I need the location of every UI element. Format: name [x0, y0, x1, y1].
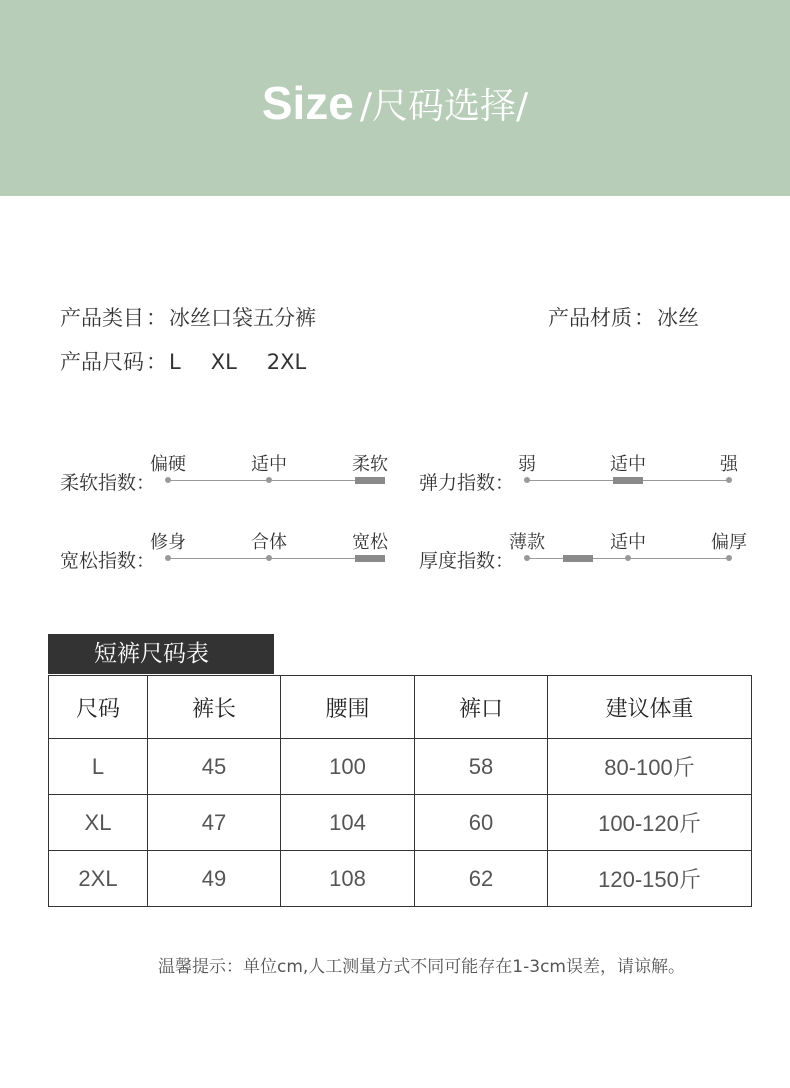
rating-option: 弱	[518, 454, 536, 475]
cell-weight: 100-120斤	[548, 795, 752, 851]
rating-dot	[266, 477, 272, 483]
cell-waist: 100	[281, 739, 415, 795]
rating-looseness	[60, 530, 388, 590]
header-length: 裤长	[148, 676, 281, 739]
table-header-row	[49, 676, 752, 739]
product-category	[60, 302, 316, 332]
colon: ：	[146, 350, 167, 374]
cell-weight: 80-100斤	[548, 739, 752, 795]
material-label: 产品材质	[548, 306, 632, 330]
rating-option: 修身	[150, 532, 186, 553]
size-option: XL	[210, 350, 237, 374]
cell-size: 2XL	[49, 851, 148, 907]
rating-thickness	[419, 530, 747, 590]
rating-label: 厚度指数：	[419, 550, 515, 572]
rating-indicator	[355, 477, 385, 484]
material-value: 冰丝	[657, 306, 699, 330]
size-option: 2XL	[266, 350, 307, 374]
banner-title-cn: /尺码选择/	[359, 85, 529, 127]
rating-dot	[726, 555, 732, 561]
rating-option: 适中	[610, 532, 646, 553]
rating-indicator	[563, 555, 593, 562]
header-hem: 裤口	[415, 676, 548, 739]
category-label: 产品类目	[60, 306, 144, 330]
rating-dot	[625, 555, 631, 561]
size-table	[48, 675, 752, 907]
banner-title-en: Size	[261, 77, 354, 129]
size-option: L	[169, 350, 181, 374]
rating-label: 宽松指数：	[60, 550, 156, 572]
header-waist: 腰围	[281, 676, 415, 739]
product-sizes	[60, 346, 336, 376]
colon: ：	[146, 306, 167, 330]
rating-option: 合体	[251, 532, 287, 553]
rating-indicator	[613, 477, 643, 484]
rating-option: 柔软	[352, 454, 388, 475]
rating-dot	[165, 477, 171, 483]
cell-hem: 60	[415, 795, 548, 851]
rating-dot	[266, 555, 272, 561]
rating-label: 柔软指数：	[60, 472, 156, 494]
rating-dot	[524, 477, 530, 483]
cell-waist: 104	[281, 795, 415, 851]
rating-softness	[60, 452, 388, 512]
product-material	[548, 302, 699, 332]
cell-length: 47	[148, 795, 281, 851]
rating-option: 适中	[251, 454, 287, 475]
size-label: 产品尺码	[60, 350, 144, 374]
cell-waist: 108	[281, 851, 415, 907]
rating-label: 弹力指数：	[419, 472, 515, 494]
notice-text: 温馨提示：单位cm,人工测量方式不同可能存在1-3cm误差，请谅解。	[158, 957, 685, 977]
table-row	[49, 851, 752, 907]
rating-elasticity	[419, 452, 739, 512]
rating-indicator	[355, 555, 385, 562]
rating-option: 薄款	[509, 532, 545, 553]
banner-title	[0, 76, 790, 130]
category-value: 冰丝口袋五分裤	[169, 306, 316, 330]
cell-length: 49	[148, 851, 281, 907]
rating-dot	[524, 555, 530, 561]
cell-size: L	[49, 739, 148, 795]
rating-option: 偏厚	[711, 532, 747, 553]
rating-option: 宽松	[352, 532, 388, 553]
colon: ：	[634, 306, 655, 330]
rating-option: 偏硬	[150, 454, 186, 475]
rating-dot	[165, 555, 171, 561]
table-title: 短裤尺码表	[48, 634, 274, 674]
cell-length: 45	[148, 739, 281, 795]
rating-option: 强	[720, 454, 738, 475]
table-row	[49, 795, 752, 851]
cell-weight: 120-150斤	[548, 851, 752, 907]
header-banner	[0, 0, 790, 196]
cell-hem: 58	[415, 739, 548, 795]
cell-size: XL	[49, 795, 148, 851]
header-size: 尺码	[49, 676, 148, 739]
rating-dot	[726, 477, 732, 483]
rating-option: 适中	[610, 454, 646, 475]
cell-hem: 62	[415, 851, 548, 907]
header-weight: 建议体重	[548, 676, 752, 739]
table-row	[49, 739, 752, 795]
